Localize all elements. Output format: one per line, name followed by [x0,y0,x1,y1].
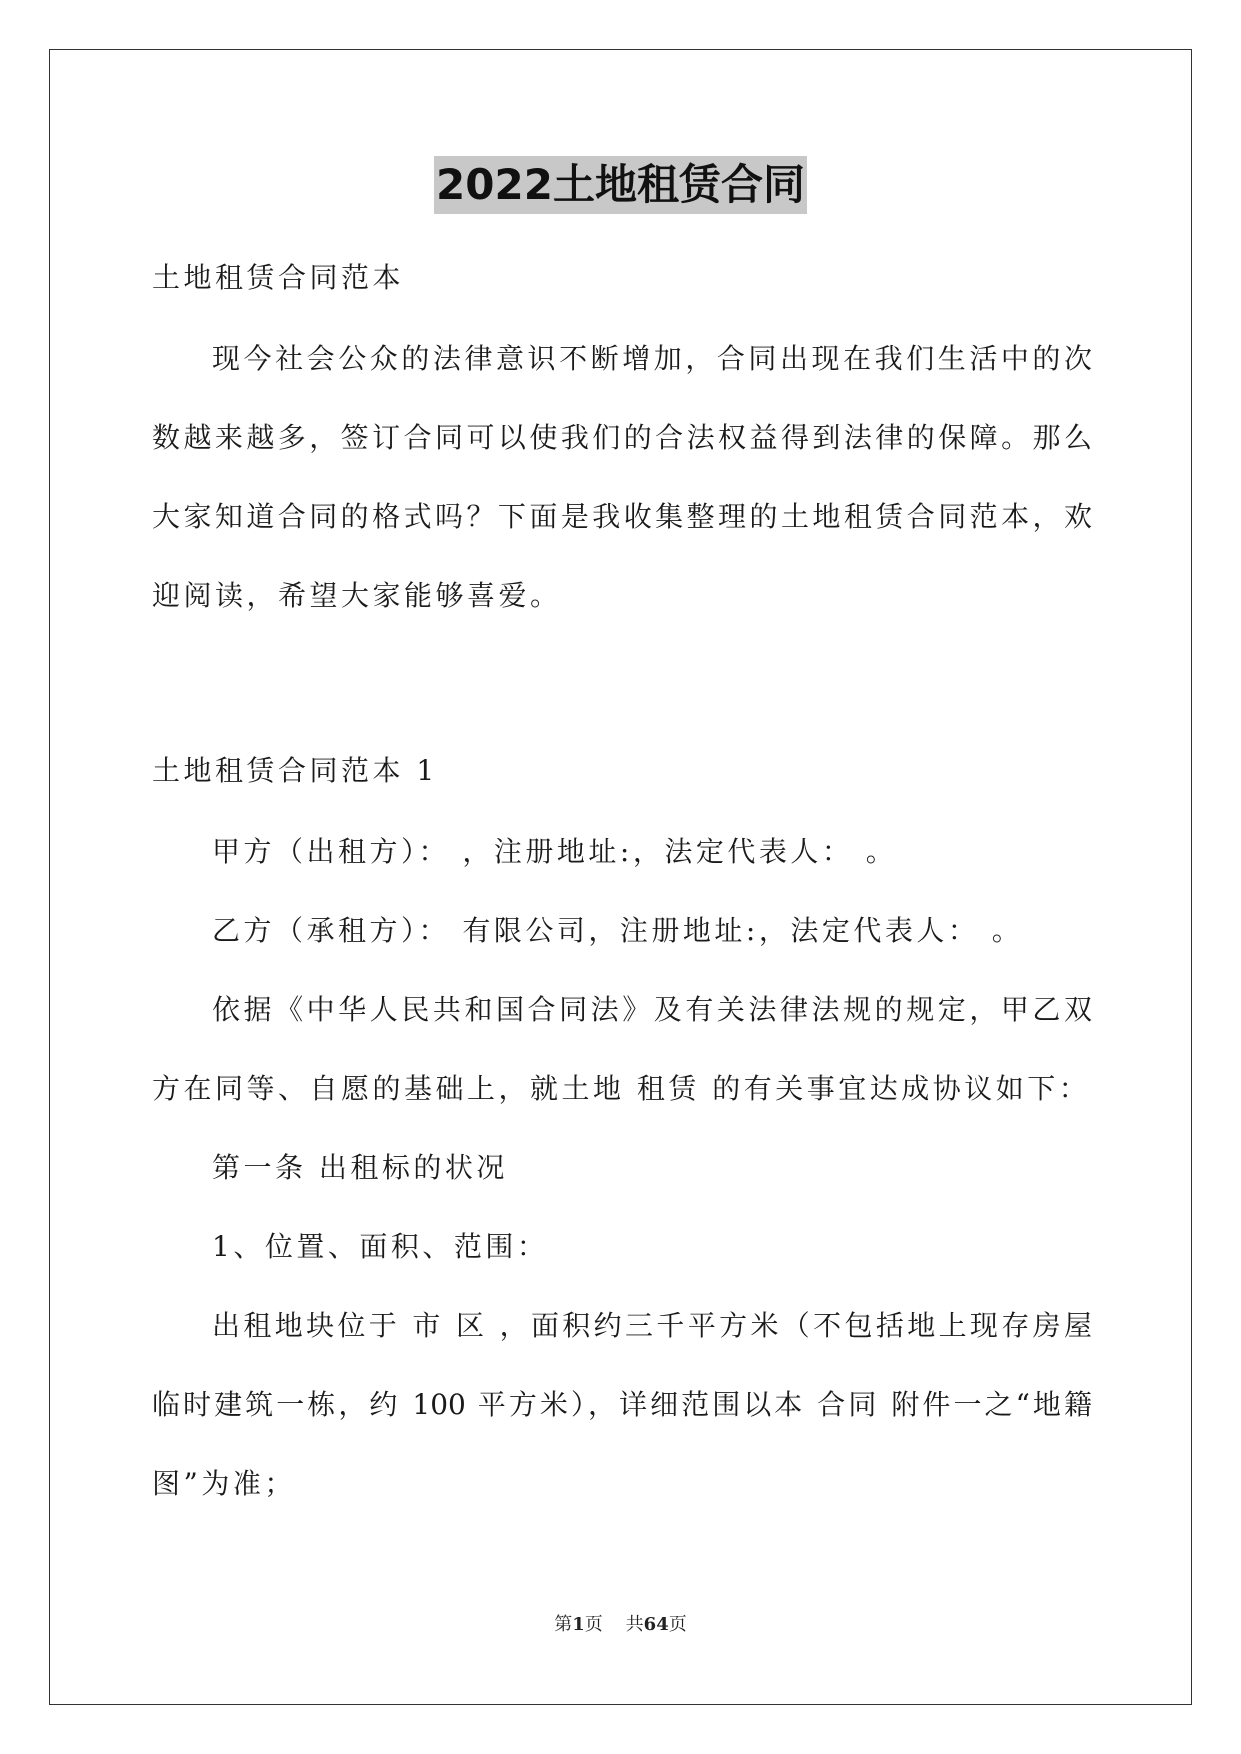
article-heading: 第一条 出租标的状况 [212,1151,508,1184]
section-heading: 土地租赁合同范本 1 [152,754,438,787]
paragraph-line: 临时建筑一栋，约 100 平方米），详细范围以本 合同 附件一之“地籍 [152,1388,1092,1421]
document-title: 2022土地租赁合同 [434,156,807,214]
paragraph-line: 依据《中华人民共和国合同法》及有关法律法规的规定，甲乙双 [212,993,1092,1026]
page-suffix: 页 [584,1614,603,1635]
title-container [0,156,1241,214]
total-pages: 64 [643,1614,669,1635]
paragraph-line: 迎阅读，希望大家能够喜爱。 [152,579,562,612]
paragraph-line: 数越来越多，签订合同可以使我们的合法权益得到法律的保障。那么 [152,421,1092,454]
party-b-line: 乙方（承租方）： 有限公司，注册地址:，法定代表人： 。 [212,914,1024,947]
party-a-line: 甲方（出租方）： ，注册地址:，法定代表人： 。 [212,835,898,868]
page-footer [0,1612,1241,1638]
paragraph-line: 方在同等、自愿的基础上，就土地 租赁 的有关事宜达成协议如下： [152,1072,1091,1105]
page-prefix: 第 [554,1614,573,1635]
clause-heading: 1、位置、面积、范围： [212,1230,549,1263]
paragraph-line: 大家知道合同的格式吗？下面是我收集整理的土地租赁合同范本，欢 [152,500,1092,533]
section-heading: 土地租赁合同范本 [152,261,405,294]
page-number: 1 [572,1614,585,1635]
total-prefix: 共 [625,1614,644,1635]
paragraph-line: 图”为准； [152,1467,296,1500]
paragraph-line: 出租地块位于 市 区 ，面积约三千平方米（不包括地上现存房屋 [212,1309,1092,1342]
total-suffix: 页 [668,1614,687,1635]
paragraph-line: 现今社会公众的法律意识不断增加，合同出现在我们生活中的次 [212,342,1092,375]
